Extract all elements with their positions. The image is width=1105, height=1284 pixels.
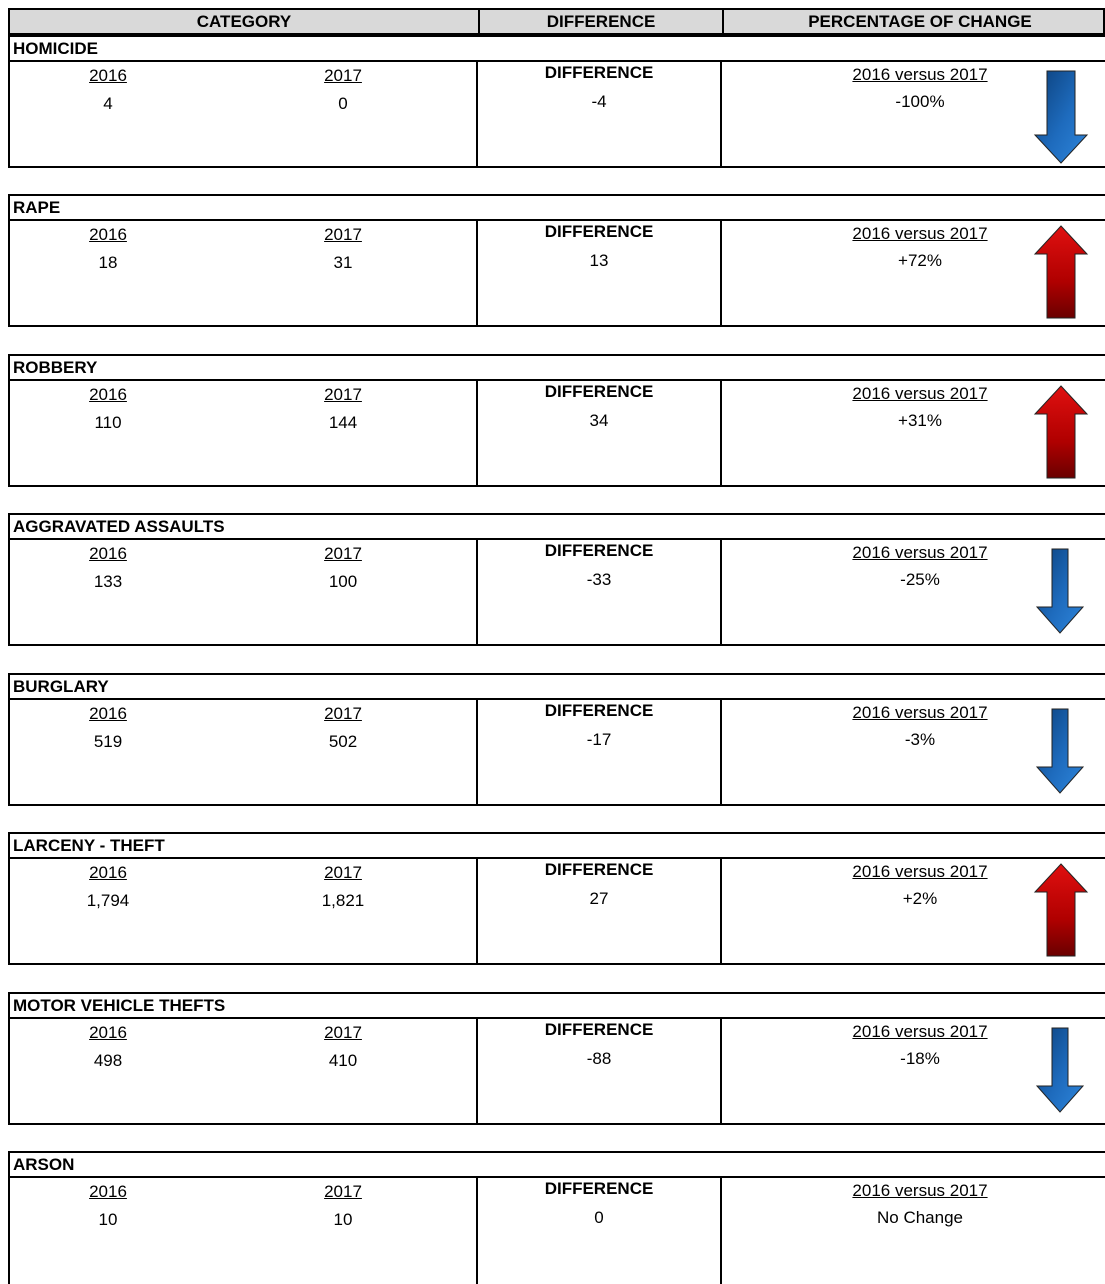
label-2017: 2017: [324, 544, 362, 563]
value-2017: 410: [328, 1051, 358, 1070]
value-percentage: +2%: [902, 889, 938, 908]
value-difference: 13: [589, 251, 609, 270]
label-difference: DIFFERENCE: [544, 860, 654, 879]
label-comparison: 2016 versus 2017: [852, 65, 988, 84]
value-difference: 0: [594, 1208, 604, 1227]
label-2016: 2016: [89, 863, 127, 882]
value-2017: 10: [333, 1210, 353, 1229]
column-divider: [720, 381, 722, 485]
value-percentage: -100%: [895, 92, 945, 111]
label-2016: 2016: [89, 1182, 127, 1201]
arrow-down-icon: [1031, 69, 1091, 165]
label-2016: 2016: [89, 704, 127, 723]
column-divider: [720, 859, 722, 963]
section-title: RAPE: [8, 194, 1105, 221]
arrow-up-icon: [1031, 224, 1091, 324]
section-title: BURGLARY: [8, 673, 1105, 700]
value-2017: 144: [328, 413, 358, 432]
section-title: HOMICIDE: [8, 35, 1105, 62]
table-header: [8, 8, 1105, 35]
section-title: MOTOR VEHICLE THEFTS: [8, 992, 1105, 1019]
label-comparison: 2016 versus 2017: [852, 703, 988, 722]
value-2016: 133: [93, 572, 123, 591]
label-2016: 2016: [89, 544, 127, 563]
section-body: [8, 540, 1105, 646]
value-2016: 498: [93, 1051, 123, 1070]
label-difference: DIFFERENCE: [544, 382, 654, 401]
header-percentage: PERCENTAGE OF CHANGE: [808, 12, 1032, 31]
label-2016: 2016: [89, 225, 127, 244]
value-2016: 519: [93, 732, 123, 751]
header-category: CATEGORY: [196, 12, 292, 31]
value-percentage: -25%: [900, 570, 940, 589]
section-body: [8, 859, 1105, 965]
value-percentage: -3%: [904, 730, 936, 749]
section-title: ROBBERY: [8, 354, 1105, 381]
label-2017: 2017: [324, 863, 362, 882]
column-divider: [720, 221, 722, 325]
label-2016: 2016: [89, 66, 127, 85]
value-percentage: +72%: [898, 251, 942, 270]
value-2016: 10: [98, 1210, 118, 1229]
value-difference: -4: [591, 92, 607, 111]
value-2016: 18: [98, 253, 118, 272]
label-comparison: 2016 versus 2017: [852, 543, 988, 562]
label-comparison: 2016 versus 2017: [852, 384, 988, 403]
label-difference: DIFFERENCE: [544, 1020, 654, 1039]
column-divider: [720, 62, 722, 166]
section-body: [8, 1019, 1105, 1125]
arrow-up-icon: [1031, 862, 1091, 962]
label-2017: 2017: [324, 385, 362, 404]
label-comparison: 2016 versus 2017: [852, 862, 988, 881]
value-2017: 100: [328, 572, 358, 591]
column-divider: [720, 1019, 722, 1123]
value-2016: 1,794: [86, 891, 130, 910]
label-comparison: 2016 versus 2017: [852, 1181, 988, 1200]
value-2017: 502: [328, 732, 358, 751]
label-2017: 2017: [324, 704, 362, 723]
section-body: [8, 700, 1105, 806]
value-difference: -33: [586, 570, 612, 589]
label-difference: DIFFERENCE: [544, 541, 654, 560]
column-divider: [720, 700, 722, 804]
label-difference: DIFFERENCE: [544, 701, 654, 720]
value-difference: -88: [586, 1049, 612, 1068]
value-difference: -17: [586, 730, 612, 749]
value-2017: 1,821: [321, 891, 365, 910]
value-2017: 0: [338, 94, 348, 113]
section-title: LARCENY - THEFT: [8, 832, 1105, 859]
label-2017: 2017: [324, 66, 362, 85]
label-comparison: 2016 versus 2017: [852, 224, 988, 243]
section-title: ARSON: [8, 1151, 1105, 1178]
label-2017: 2017: [324, 225, 362, 244]
section-body: [8, 221, 1105, 327]
label-2017: 2017: [324, 1182, 362, 1201]
label-2017: 2017: [324, 1023, 362, 1042]
arrow-down-icon: [1035, 707, 1085, 797]
value-2016: 4: [103, 94, 113, 113]
label-2016: 2016: [89, 385, 127, 404]
arrow-down-icon: [1035, 547, 1085, 637]
label-comparison: 2016 versus 2017: [852, 1022, 988, 1041]
value-percentage: No Change: [876, 1208, 963, 1227]
section-title: AGGRAVATED ASSAULTS: [8, 513, 1105, 540]
value-difference: 34: [589, 411, 609, 430]
arrow-down-icon: [1035, 1026, 1085, 1116]
column-divider: [720, 540, 722, 644]
label-2016: 2016: [89, 1023, 127, 1042]
arrow-up-icon: [1031, 384, 1091, 484]
label-difference: DIFFERENCE: [544, 222, 654, 241]
section-body: [8, 62, 1105, 168]
value-2016: 110: [94, 413, 122, 432]
value-percentage: +31%: [898, 411, 942, 430]
value-difference: 27: [589, 889, 609, 908]
label-difference: DIFFERENCE: [544, 1179, 654, 1198]
label-difference: DIFFERENCE: [544, 63, 654, 82]
value-percentage: -18%: [900, 1049, 940, 1068]
value-2017: 31: [333, 253, 353, 272]
header-difference: DIFFERENCE: [546, 12, 656, 31]
section-body: [8, 381, 1105, 487]
column-divider: [720, 1178, 722, 1284]
section-body: [8, 1178, 1105, 1284]
